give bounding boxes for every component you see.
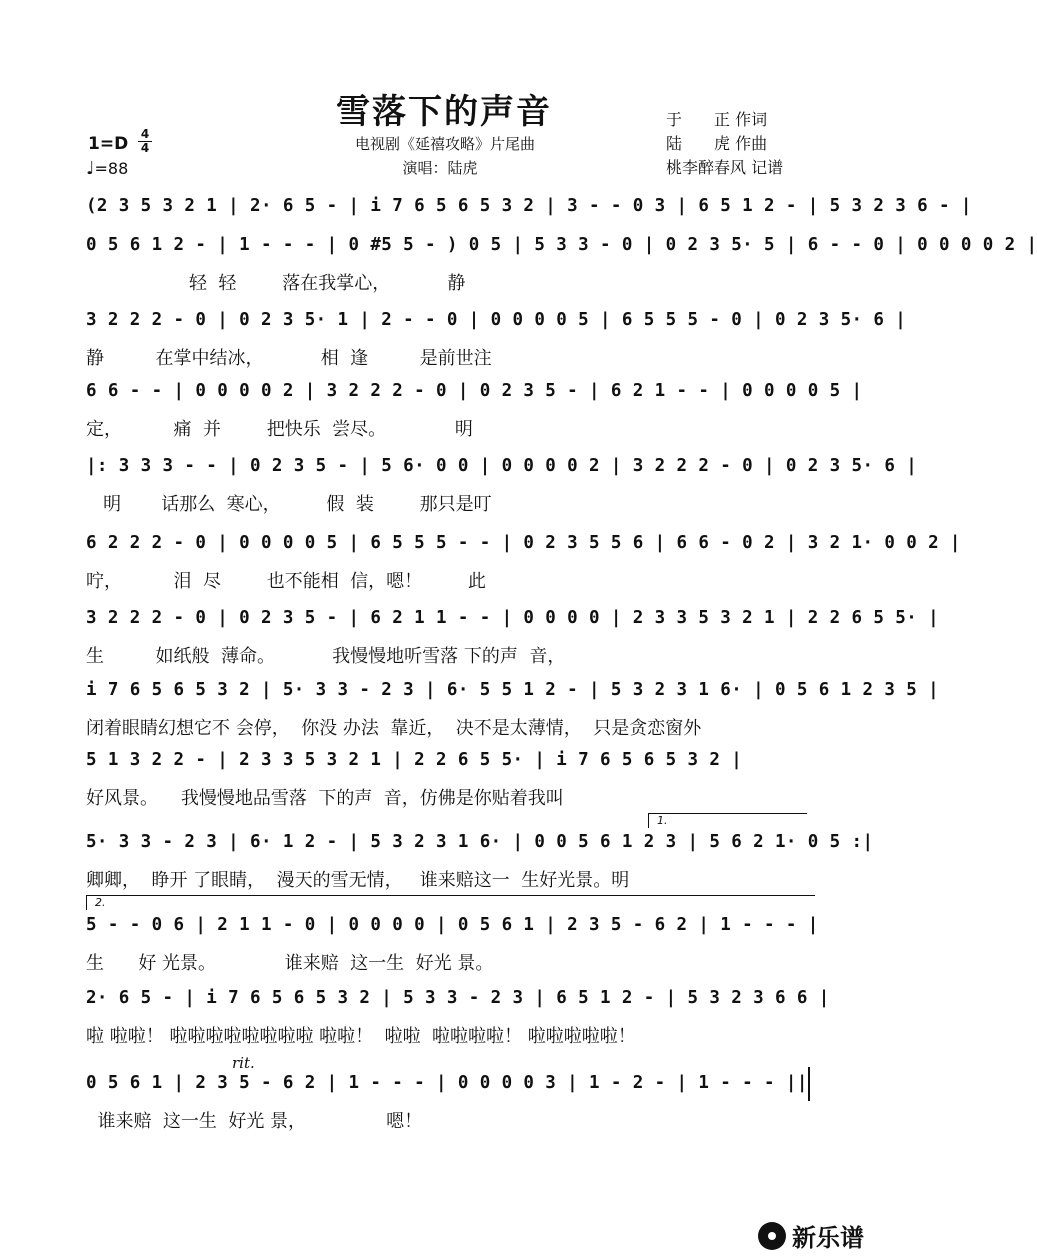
credits — [666, 108, 816, 180]
logo-text: 新乐谱 — [792, 1224, 864, 1252]
song-title: 雪落下的声音 — [336, 92, 552, 132]
tempo-marking — [86, 158, 128, 179]
lyrics: 闭着眼睛幻想它不 会停， 你没 办法 靠近， 决不是太薄情， 只是贪恋窗外 — [86, 718, 702, 739]
time-signature-top: 4 — [140, 127, 150, 141]
notation: 5 1 3 2 2 - | 2 3 3 5 3 2 1 | 2 2 6 5 5· | i 7 6 5 6 5 3 2 | — [86, 750, 743, 770]
lyricist-credit: 于 正 作词 — [666, 110, 768, 129]
transcriber-credit: 桃李醉春风 记谱 — [666, 158, 784, 177]
site-logo — [758, 1218, 864, 1253]
key-signature: 1=D — [88, 134, 129, 154]
notation: 0 5 6 1 | 2 3 5 - 6 2 | 1 - - - | 0 0 0 0 3 | 1 - 2 - | 1 - - - || — [86, 1073, 808, 1093]
singer: 演唱：陆虎 — [402, 159, 478, 177]
notation: i 7 6 5 6 5 3 2 | 5· 3 3 - 2 3 | 6· 5 5 1 2 - | 5 3 2 3 1 6· | 0 5 6 1 2 3 5 | — [86, 680, 939, 700]
time-signature — [138, 128, 152, 155]
lyrics: 轻 轻 落在我掌心， 静 — [86, 273, 466, 294]
lyrics: 咛， 泪 尽 也不能相 信，嗯！ 此 — [86, 571, 486, 592]
lyrics: 卿卿， 睁开 了眼睛， 漫天的雪无情， 谁来赔这一 生好光景。明 — [86, 870, 630, 891]
music-disc-icon — [758, 1222, 786, 1250]
subtitle: 电视剧《延禧攻略》片尾曲 — [354, 135, 535, 153]
notation: 3 2 2 2 - 0 | 0 2 3 5· 1 | 2 - - 0 | 0 0 0 0 5 | 6 5 5 5 - 0 | 0 2 3 5· 6 | — [86, 310, 907, 330]
notation: 6 6 - - | 0 0 0 0 2 | 3 2 2 2 - 0 | 0 2 3 5 - | 6 2 1 - - | 0 0 0 0 5 | — [86, 381, 863, 401]
notation: 6 2 2 2 - 0 | 0 0 0 0 5 | 6 5 5 5 - - | 0 2 3 5 5 6 | 6 6 - 0 2 | 3 2 1· 0 0 2 | — [86, 533, 961, 553]
ritardando-marking: rit. — [232, 1054, 255, 1072]
lyrics: 生 好 光景。 谁来赔 这一生 好光 景。 — [86, 953, 494, 974]
second-ending-bracket: 2. — [86, 895, 815, 910]
lyrics: 静 在掌中结冰， 相 逢 是前世注 — [86, 348, 492, 369]
composer-credit: 陆 虎 作曲 — [666, 134, 768, 153]
notation: (2 3 5 3 2 1 | 2· 6 5 - | i 7 6 5 6 5 3 2 | 3 - - 0 3 | 6 5 1 2 - | 5 3 2 3 6 - | — [86, 196, 972, 216]
notation: 0 5 6 1 2 - | 1 - - - | 0 #5 5 - ) 0 5 | 5 3 3 - 0 | 0 2 3 5· 5 | 6 - - 0 | 0 0 0 0 2 | — [86, 235, 1037, 255]
tempo-value: =88 — [94, 159, 129, 178]
notation: |: 3 3 3 - - | 0 2 3 5 - | 5 6· 0 0 | 0 0 0 0 2 | 3 2 2 2 - 0 | 0 2 3 5· 6 | — [86, 456, 918, 476]
quarter-note-icon: ♩ — [86, 158, 95, 179]
lyrics: 生 如纸般 薄命。 我慢慢地听雪落 下的声 音， — [86, 646, 566, 667]
notation: 2· 6 5 - | i 7 6 5 6 5 3 2 | 5 3 3 - 2 3 | 6 5 1 2 - | 5 3 2 3 6 6 | — [86, 988, 830, 1008]
final-barline — [808, 1067, 810, 1101]
lyrics: 啦 啦啦！ 啦啦啦啦啦啦啦啦 啦啦！ 啦啦 啦啦啦啦！ 啦啦啦啦啦！ — [86, 1026, 636, 1047]
lyrics: 好风景。 我慢慢地品雪落 下的声 音，仿佛是你贴着我叫 — [86, 788, 564, 809]
time-signature-bottom: 4 — [138, 141, 152, 155]
notation: 5 - - 0 6 | 2 1 1 - 0 | 0 0 0 0 | 0 5 6 1 | 2 3 5 - 6 2 | 1 - - - | — [86, 915, 819, 935]
notation: 3 2 2 2 - 0 | 0 2 3 5 - | 6 2 1 1 - - | 0 0 0 0 | 2 3 3 5 3 2 1 | 2 2 6 5 5· | — [86, 608, 939, 628]
first-ending-bracket: 1. — [648, 813, 807, 828]
lyrics: 谁来赔 这一生 好光 景， 嗯！ — [86, 1111, 423, 1132]
lyrics: 明 话那么 寒心， 假 装 那只是叮 — [86, 494, 492, 515]
lyrics: 定， 痛 并 把快乐 尝尽。 明 — [86, 419, 473, 440]
notation: 5· 3 3 - 2 3 | 6· 1 2 - | 5 3 2 3 1 6· | 0 0 5 6 1 2 3 | 5 6 2 1· 0 5 :| — [86, 832, 874, 852]
